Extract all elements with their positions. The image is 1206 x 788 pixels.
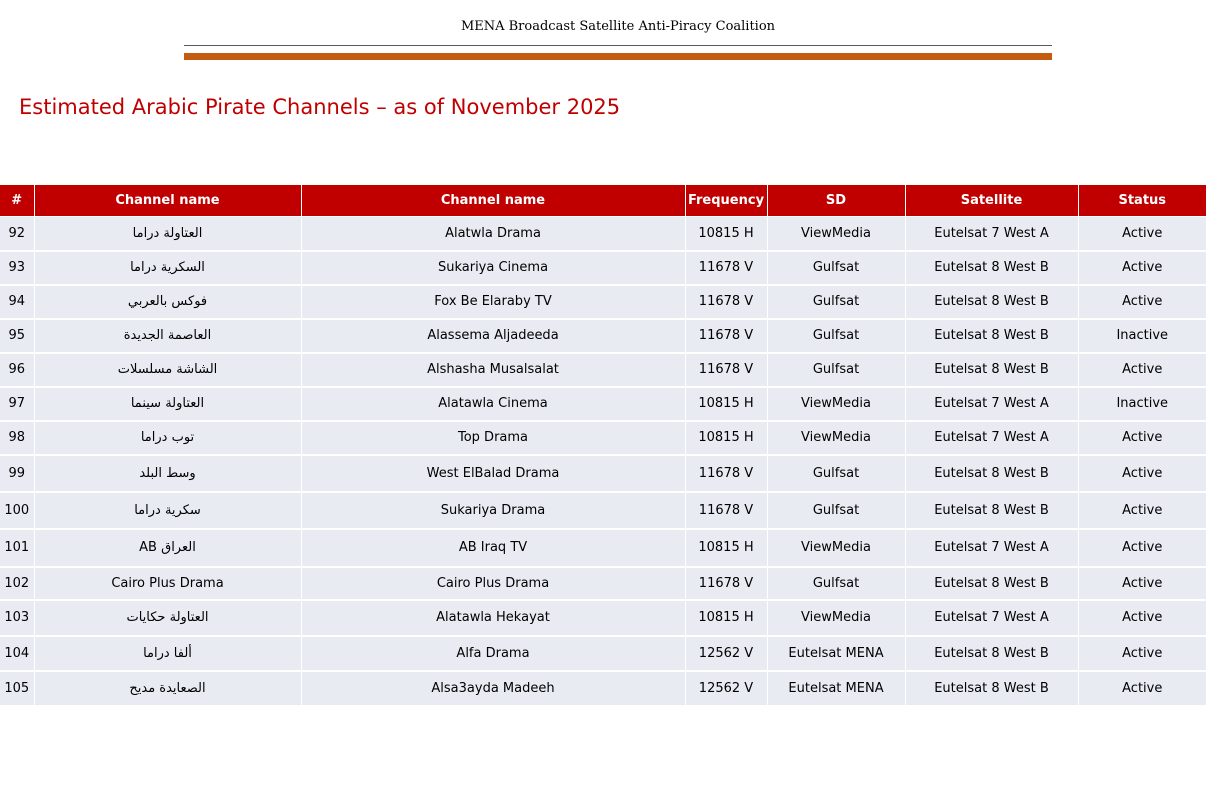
cell-arabic-name: الصعايدة مديح xyxy=(34,671,301,706)
cell-english-name: AB Iraq TV xyxy=(301,529,685,567)
cell-sd: Eutelsat MENA xyxy=(767,636,905,671)
cell-frequency: 11678 V xyxy=(685,285,767,319)
column-header-frequency: Frequency xyxy=(685,185,767,217)
cell-number: 104 xyxy=(0,636,34,671)
cell-arabic-name: توب دراما xyxy=(34,421,301,455)
table-row xyxy=(0,285,1206,319)
cell-number: 98 xyxy=(0,421,34,455)
cell-number: 92 xyxy=(0,217,34,251)
cell-arabic-name: العتاولة دراما xyxy=(34,217,301,251)
cell-satellite: Eutelsat 8 West B xyxy=(905,285,1078,319)
cell-status: Inactive xyxy=(1078,319,1206,353)
table-row xyxy=(0,251,1206,285)
cell-sd: Gulfsat xyxy=(767,567,905,600)
cell-english-name: Alatawla Cinema xyxy=(301,387,685,421)
cell-frequency: 10815 H xyxy=(685,387,767,421)
cell-arabic-name: العتاولة حكايات xyxy=(34,600,301,636)
cell-arabic-name: السكرية دراما xyxy=(34,251,301,285)
table-row xyxy=(0,455,1206,492)
cell-status: Active xyxy=(1078,492,1206,529)
cell-satellite: Eutelsat 7 West A xyxy=(905,387,1078,421)
column-header-satellite: Satellite xyxy=(905,185,1078,217)
cell-frequency: 10815 H xyxy=(685,600,767,636)
cell-status: Active xyxy=(1078,455,1206,492)
cell-frequency: 10815 H xyxy=(685,421,767,455)
cell-number: 95 xyxy=(0,319,34,353)
cell-sd: Gulfsat xyxy=(767,455,905,492)
cell-frequency: 11678 V xyxy=(685,353,767,387)
cell-status: Active xyxy=(1078,251,1206,285)
cell-arabic-name: الشاشة مسلسلات xyxy=(34,353,301,387)
cell-sd: Gulfsat xyxy=(767,492,905,529)
cell-sd: ViewMedia xyxy=(767,217,905,251)
table-row xyxy=(0,529,1206,567)
cell-english-name: Top Drama xyxy=(301,421,685,455)
column-header-sd: SD xyxy=(767,185,905,217)
cell-english-name: Fox Be Elaraby TV xyxy=(301,285,685,319)
table-row xyxy=(0,671,1206,706)
header-rule-thick xyxy=(184,53,1052,60)
cell-number: 101 xyxy=(0,529,34,567)
cell-frequency: 12562 V xyxy=(685,636,767,671)
cell-frequency: 10815 H xyxy=(685,529,767,567)
cell-sd: ViewMedia xyxy=(767,529,905,567)
column-header-arabic-name: Channel name xyxy=(34,185,301,217)
table-body xyxy=(0,217,1206,706)
cell-status: Active xyxy=(1078,217,1206,251)
cell-english-name: Alshasha Musalsalat xyxy=(301,353,685,387)
cell-status: Active xyxy=(1078,421,1206,455)
cell-sd: ViewMedia xyxy=(767,387,905,421)
cell-sd: ViewMedia xyxy=(767,421,905,455)
cell-english-name: Alsa3ayda Madeeh xyxy=(301,671,685,706)
column-header-number: # xyxy=(0,185,34,217)
cell-sd: Gulfsat xyxy=(767,251,905,285)
cell-satellite: Eutelsat 8 West B xyxy=(905,251,1078,285)
cell-arabic-name: سكرية دراما xyxy=(34,492,301,529)
table-row xyxy=(0,636,1206,671)
cell-frequency: 11678 V xyxy=(685,455,767,492)
cell-number: 105 xyxy=(0,671,34,706)
cell-satellite: Eutelsat 8 West B xyxy=(905,319,1078,353)
cell-status: Inactive xyxy=(1078,387,1206,421)
cell-satellite: Eutelsat 8 West B xyxy=(905,353,1078,387)
cell-number: 93 xyxy=(0,251,34,285)
cell-frequency: 10815 H xyxy=(685,217,767,251)
cell-number: 97 xyxy=(0,387,34,421)
cell-arabic-name: ألفا دراما xyxy=(34,636,301,671)
table-row xyxy=(0,421,1206,455)
table-header xyxy=(0,185,1206,217)
header-rule-thin xyxy=(184,45,1052,46)
cell-arabic-name: العاصمة الجديدة xyxy=(34,319,301,353)
cell-satellite: Eutelsat 8 West B xyxy=(905,636,1078,671)
table-row xyxy=(0,353,1206,387)
cell-status: Active xyxy=(1078,671,1206,706)
cell-satellite: Eutelsat 7 West A xyxy=(905,421,1078,455)
cell-sd: ViewMedia xyxy=(767,600,905,636)
table-row xyxy=(0,217,1206,251)
cell-frequency: 11678 V xyxy=(685,319,767,353)
cell-status: Active xyxy=(1078,285,1206,319)
cell-english-name: Sukariya Cinema xyxy=(301,251,685,285)
cell-sd: Gulfsat xyxy=(767,319,905,353)
cell-english-name: Sukariya Drama xyxy=(301,492,685,529)
cell-satellite: Eutelsat 8 West B xyxy=(905,455,1078,492)
cell-satellite: Eutelsat 7 West A xyxy=(905,600,1078,636)
cell-english-name: West ElBalad Drama xyxy=(301,455,685,492)
cell-number: 103 xyxy=(0,600,34,636)
cell-satellite: Eutelsat 8 West B xyxy=(905,671,1078,706)
cell-frequency: 11678 V xyxy=(685,251,767,285)
cell-status: Active xyxy=(1078,567,1206,600)
table-row xyxy=(0,319,1206,353)
cell-english-name: Alatwla Drama xyxy=(301,217,685,251)
cell-satellite: Eutelsat 8 West B xyxy=(905,567,1078,600)
cell-status: Active xyxy=(1078,636,1206,671)
cell-status: Active xyxy=(1078,600,1206,636)
cell-sd: Eutelsat MENA xyxy=(767,671,905,706)
cell-satellite: Eutelsat 8 West B xyxy=(905,492,1078,529)
table-row xyxy=(0,600,1206,636)
page-title: Estimated Arabic Pirate Channels – as of November 2025 xyxy=(19,95,621,119)
cell-status: Active xyxy=(1078,353,1206,387)
cell-english-name: Alatawla Hekayat xyxy=(301,600,685,636)
cell-sd: Gulfsat xyxy=(767,353,905,387)
cell-number: 99 xyxy=(0,455,34,492)
cell-number: 94 xyxy=(0,285,34,319)
cell-frequency: 12562 V xyxy=(685,671,767,706)
channels-table xyxy=(0,185,1206,707)
cell-number: 102 xyxy=(0,567,34,600)
cell-english-name: Alassema Aljadeeda xyxy=(301,319,685,353)
cell-status: Active xyxy=(1078,529,1206,567)
cell-arabic-name: فوكس بالعربي xyxy=(34,285,301,319)
cell-arabic-name: العتاولة سينما xyxy=(34,387,301,421)
document-header: MENA Broadcast Satellite Anti-Piracy Coalition xyxy=(460,19,776,34)
table-row xyxy=(0,387,1206,421)
column-header-status: Status xyxy=(1078,185,1206,217)
cell-frequency: 11678 V xyxy=(685,567,767,600)
table-row xyxy=(0,492,1206,529)
cell-satellite: Eutelsat 7 West A xyxy=(905,529,1078,567)
cell-arabic-name: AB العراق xyxy=(34,529,301,567)
column-header-english-name: Channel name xyxy=(301,185,685,217)
cell-english-name: Alfa Drama xyxy=(301,636,685,671)
cell-number: 100 xyxy=(0,492,34,529)
cell-satellite: Eutelsat 7 West A xyxy=(905,217,1078,251)
header-row xyxy=(0,185,1206,217)
cell-english-name: Cairo Plus Drama xyxy=(301,567,685,600)
cell-arabic-name: Cairo Plus Drama xyxy=(34,567,301,600)
cell-number: 96 xyxy=(0,353,34,387)
cell-arabic-name: وسط البلد xyxy=(34,455,301,492)
table-row xyxy=(0,567,1206,600)
cell-frequency: 11678 V xyxy=(685,492,767,529)
cell-sd: Gulfsat xyxy=(767,285,905,319)
